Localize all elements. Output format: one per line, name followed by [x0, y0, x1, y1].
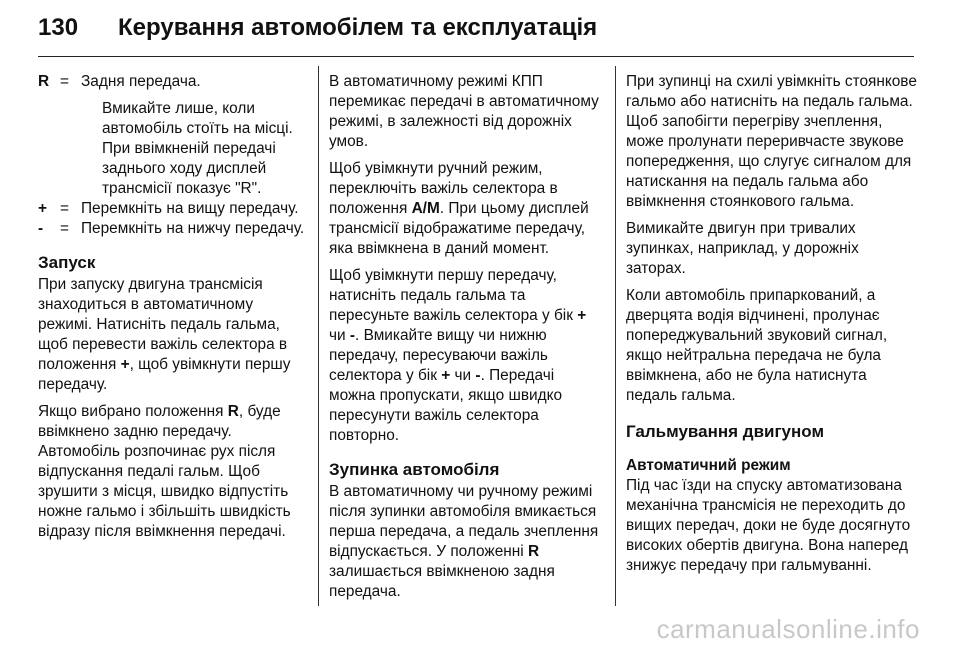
section-heading-stop: Зупинка автомобіля	[329, 460, 500, 479]
section-heading-start: Запуск	[38, 253, 96, 272]
list-text: Перемкніть на вищу передачу.	[81, 200, 299, 217]
column-divider-2	[615, 66, 616, 606]
list-eq: =	[60, 220, 69, 237]
list-item-r	[38, 72, 306, 92]
paragraph: При запуску двигуна трансмісія знаходиться в автоматичному режимі. Натисніть педаль гальма, щоб перевести важіль селектора в положення +, щоб увімкнути першу передачу.	[38, 276, 291, 393]
column-2	[329, 72, 599, 609]
paragraph: При зупинці на схилі увімкніть стоянкове гальмо або натисніть на педаль гальма. Щоб запобігти перегріву зчеплення, може пролунати переривчасте звукове попередження, що слугує сигналом для натискання на педаль гальма або ввімкнення стоянкового гальма.	[626, 73, 917, 210]
paragraph: Щоб увімкнути ручний режим, переключіть важіль селектора в положення A/M. При цьому дисплей трансмісії відображатиме передачу, яка ввімкнена в даний момент.	[329, 160, 589, 257]
paragraph: Коли автомобіль припаркований, а дверцята водія відчинені, пролунає попереджувальний звуковий сигнал, якщо нейтральна передача не була ввімкнена, або не була натиснута педаль гальма.	[626, 287, 888, 404]
list-text: Задня передача.	[81, 73, 201, 90]
column-3	[626, 72, 918, 583]
column-1	[38, 72, 306, 549]
subheading-automatic: Автоматичний режим	[626, 457, 791, 474]
paragraph: В автоматичному чи ручному режимі після зупинки автомобіля вмикається перша передача, а педаль зчеплення відпускається. У положенні R залишається ввімкненою задня передача.	[329, 483, 599, 600]
page-number: 130	[38, 14, 79, 41]
list-text: Перемкніть на нижчу передачу.	[81, 220, 305, 237]
list-eq: =	[60, 73, 69, 90]
list-item-minus	[38, 219, 306, 239]
reverse-note: Вмикайте лише, коли автомобіль стоїть на місці. При ввімкненій передачі заднього ходу дисплей трансмісії показує "R".	[102, 100, 293, 197]
paragraph: Під час їзди на спуску автоматизована механічна трансмісія не переходить до вищих передач, доки не буде досягнуто високих обертів двигуна. Вона наперед знижує передачу при гальмуванні.	[626, 477, 911, 574]
column-divider-1	[318, 66, 319, 606]
page-title: Керування автомобілем та експлуатація	[118, 14, 598, 41]
header-rule	[38, 56, 914, 57]
paragraph: В автоматичному режимі КПП перемикає передачі в автоматичному режимі, в залежності від дорожніх умов.	[329, 73, 599, 150]
list-key: +	[38, 200, 47, 217]
paragraph: Якщо вибрано положення R, буде ввімкнено задню передачу. Автомобіль розпочинає рух після відпускання педалі гальм. Щоб зрушити з місця, швидко відпустіть ножне гальмо і збільшіть швидкість відразу після ввімкнення передачі.	[38, 403, 291, 540]
paragraph: Щоб увімкнути першу передачу, натисніть педаль гальма та пересуньте важіль селектора у бік + чи -. Вмикайте вищу чи нижню передачу, пересуваючи важіль селектора у бік + чи -. Передачі можна пропускати, якщо швидко пересунути важіль селектора повторно.	[329, 267, 587, 444]
list-item-plus	[38, 199, 306, 219]
list-eq: =	[60, 200, 69, 217]
list-key: R	[38, 73, 50, 90]
paragraph: Вимикайте двигун при тривалих зупинках, наприклад, у дорожніх заторах.	[626, 220, 859, 277]
section-heading-engine-braking: Гальмування двигуном	[626, 422, 825, 441]
watermark: carmanualsonline.info	[656, 614, 920, 644]
page-header	[38, 14, 597, 42]
list-key: -	[38, 220, 44, 237]
